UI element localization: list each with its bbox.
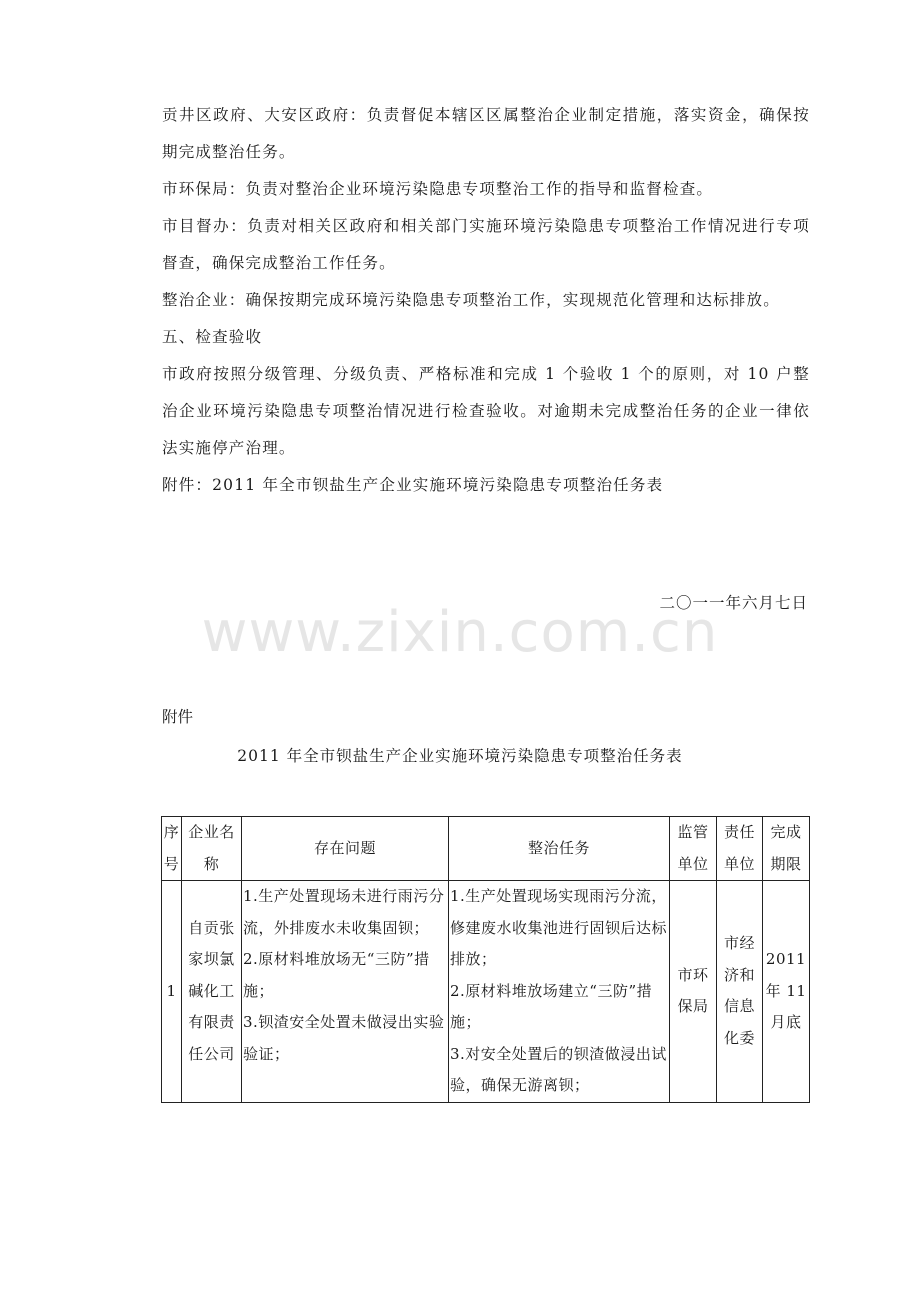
table-header-row [162, 817, 810, 881]
watermark: www.zixin.com.cn [201, 600, 719, 665]
paragraph-environmental-bureau: 市环保局：负责对整治企业环境污染隐患专项整治工作的指导和监督检查。 [162, 180, 714, 198]
paragraph-attachment-reference: 附件：2011 年全市钡盐生产企业实施环境污染隐患专项整治任务表 [162, 476, 664, 494]
header-tasks: 整治任务 [449, 817, 670, 881]
task-item: 2.原材料堆放场建立“三防”措施； [450, 981, 653, 1031]
section-heading-inspection: 五、检查验收 [162, 328, 263, 346]
paragraph-rectification-enterprises: 整治企业：确保按期完成环境污染隐患专项整治工作，实现规范化管理和达标排放。 [162, 291, 780, 309]
cell-tasks [449, 881, 670, 1103]
attachment-label: 附件 [162, 708, 194, 726]
issue-item: 2.原材料堆放场无“三防”措施； [243, 950, 430, 1000]
header-responsible: 责任单位 [717, 817, 763, 881]
table-title: 2011 年全市钡盐生产企业实施环境污染隐患专项整治任务表 [237, 747, 683, 765]
cell-issues [242, 881, 449, 1103]
cell-company: 自贡张家坝氯碱化工有限责任公司 [182, 881, 242, 1103]
cell-deadline: 2011 年 11 月底 [763, 881, 810, 1103]
paragraph-supervision-office: 市目督办：负责对相关区政府和相关部门实施环境污染隐患专项整治工作情况进行专项督查，确保完成整治工作任务。 [162, 217, 810, 272]
issue-item: 1.生产处置现场未进行雨污分流，外排废水未收集固钡； [243, 887, 445, 937]
paragraph-inspection-acceptance: 市政府按照分级管理、分级负责、严格标准和完成 1 个验收 1 个的原则，对 10 户整治企业环境污染隐患专项整治情况进行检查验收。对逾期未完成整治任务的企业一律依法实施停产治理。 [162, 365, 810, 457]
task-item: 1.生产处置现场实现雨污分流，修建废水收集池进行固钡后达标排放； [450, 887, 668, 968]
table-row [162, 881, 810, 1103]
task-table [161, 816, 810, 1103]
header-supervisor: 监管单位 [670, 817, 717, 881]
header-issues: 存在问题 [242, 817, 449, 881]
document-date: 二〇一一年六月七日 [659, 594, 808, 612]
header-deadline: 完成期限 [763, 817, 810, 881]
paragraph-district-governments: 贡井区政府、大安区政府：负责督促本辖区区属整治企业制定措施，落实资金，确保按期完成整治任务。 [162, 106, 810, 161]
header-company: 企业名称 [182, 817, 242, 881]
task-item: 3.对安全处置后的钡渣做浸出试验，确保无游离钡； [450, 1044, 667, 1094]
cell-no: 1 [162, 881, 182, 1103]
cell-responsible: 市经济和信息化委 [717, 881, 763, 1103]
cell-supervisor: 市环保局 [670, 881, 717, 1103]
header-no: 序号 [162, 817, 182, 881]
issue-item: 3.钡渣安全处置未做浸出实验验证； [243, 1013, 445, 1063]
